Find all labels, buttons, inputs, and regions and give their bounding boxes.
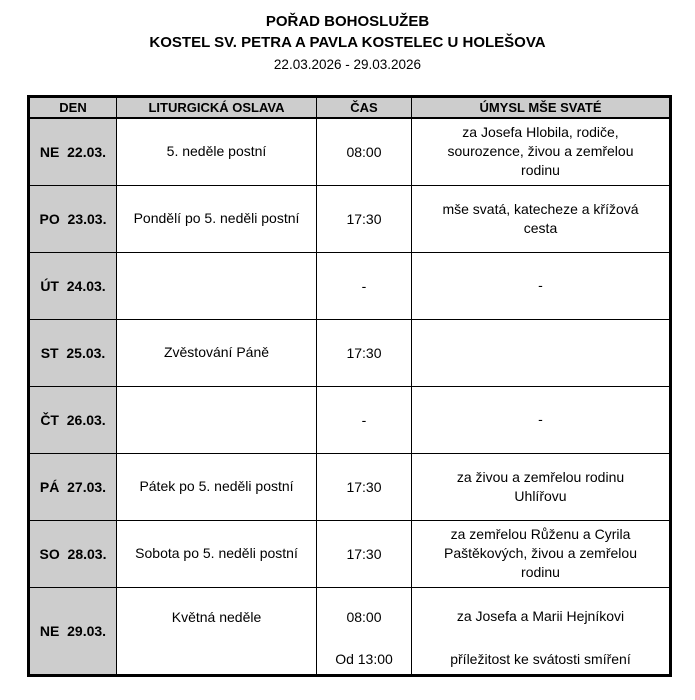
church-name: KOSTEL SV. PETRA A PAVLA KOSTELEC U HOLEŠOVA: [149, 34, 546, 51]
time-cell: 17:30: [317, 520, 412, 587]
intention-text: -: [538, 277, 543, 293]
celebration-cell: [117, 520, 317, 587]
day-cell: ČT 26.03.: [29, 386, 117, 453]
intention-cell: [412, 252, 671, 319]
time-cell: 17:30: [317, 185, 412, 252]
time-text-secondary: Od 13:00: [335, 650, 393, 667]
celebration-text: Květná neděle: [171, 608, 262, 625]
celebration-cell: [117, 453, 317, 520]
intention-text: -: [538, 411, 543, 427]
celebration-text: 5. neděle postní: [166, 143, 267, 160]
schedule-table: [27, 95, 672, 677]
celebration-cell: [117, 587, 317, 675]
intention-cell: [412, 520, 671, 587]
day-cell: ÚT 24.03.: [29, 252, 117, 319]
day-cell: PO 23.03.: [29, 185, 117, 252]
celebration-cell: [117, 118, 317, 185]
day-cell: SO 28.03.: [29, 520, 117, 587]
intention-cell: [412, 386, 671, 453]
intention-cell: [412, 453, 671, 520]
time-text: 08:00: [346, 608, 382, 625]
table-row: [29, 453, 671, 520]
table-row: [29, 252, 671, 319]
table-row: [29, 520, 671, 587]
intention-cell: [412, 118, 671, 185]
intention-text-secondary: příležitost ke svátosti smíření: [450, 650, 631, 667]
intention-text: za zemřelou Růženu a Cyrila Paštěkových, živou a zemřelou rodinu: [444, 526, 637, 580]
table-row: [29, 185, 671, 252]
celebration-cell: [117, 252, 317, 319]
time-cell: 17:30: [317, 453, 412, 520]
celebration-text: Pondělí po 5. neděli postní: [133, 210, 300, 226]
document-header: [0, 0, 695, 75]
intention-cell: [412, 185, 671, 252]
intention-cell: [412, 587, 671, 675]
time-split: [317, 589, 411, 673]
time-cell: -: [317, 252, 412, 319]
celebration-text-secondary: [117, 645, 316, 673]
time-cell: 17:30: [317, 319, 412, 386]
intention-text: za Josefa Hlobila, rodiče, sourozence, živou a zemřelou rodinu: [447, 124, 634, 179]
celebration-cell: [117, 185, 317, 252]
col-header-den: DEN: [29, 97, 117, 119]
time-cell: [317, 587, 412, 675]
col-header-liturgicka-oslava: LITURGICKÁ OSLAVA: [117, 97, 317, 119]
day-cell: PÁ 27.03.: [29, 453, 117, 520]
intention-text: za živou a zemřelou rodinu Uhlířovu: [456, 468, 625, 504]
header-row: [29, 97, 671, 119]
intention-text: mše svatá, katecheze a křížová cesta: [442, 200, 639, 236]
day-cell: NE 29.03.: [29, 587, 117, 675]
day-cell: NE 22.03.: [29, 118, 117, 185]
celebration-text: Pátek po 5. neděli postní: [139, 478, 294, 494]
time-cell: -: [317, 386, 412, 453]
table-row: [29, 587, 671, 675]
intention-split: [412, 589, 669, 673]
time-cell: 08:00: [317, 118, 412, 185]
celebration-cell: [117, 319, 317, 386]
intention-cell: [412, 319, 671, 386]
table-row: [29, 118, 671, 185]
col-header-cas: ČAS: [317, 97, 412, 119]
table-row: [29, 386, 671, 453]
document-title: POŘAD BOHOSLUŽEB: [265, 13, 430, 30]
celebration-split: [117, 589, 316, 673]
intention-text: za Josefa a Marii Hejníkovi: [456, 608, 625, 624]
celebration-text: Sobota po 5. neděli postní: [135, 545, 298, 561]
celebration-text: Zvěstování Páně: [163, 344, 270, 360]
celebration-cell: [117, 386, 317, 453]
date-range: 22.03.2026 - 29.03.2026: [273, 57, 422, 72]
col-header-umysl-mse-svate: ÚMYSL MŠE SVATÉ: [412, 97, 671, 119]
day-cell: ST 25.03.: [29, 319, 117, 386]
table-row: [29, 319, 671, 386]
